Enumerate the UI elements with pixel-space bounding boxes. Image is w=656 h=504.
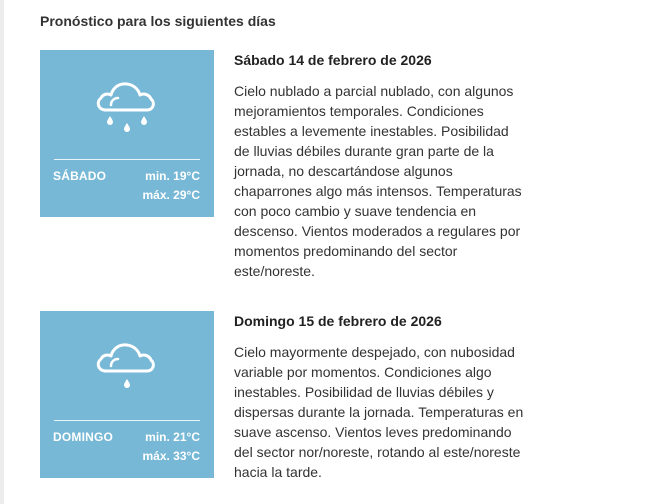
min-temperature: min. 19°C xyxy=(145,169,200,183)
max-temperature: máx. 29°C xyxy=(142,188,200,202)
min-temperature: min. 21°C xyxy=(145,430,200,444)
forecast-description: Cielo nublado a parcial nublado, con algunos mejoramientos temporales. Condiciones estables a levemente inestables. Posibilidad de lluvias débiles durante gran parte de la jornada, no descartándose algunos chaparrones algo más intensos. Temperaturas con poco cambio y suave tendencia en descenso. Vientos moderados a regulares por momentos predominando del sector este/noreste. xyxy=(234,83,522,279)
drizzle-cloud-icon xyxy=(92,335,162,405)
forecast-date: Sábado 14 de febrero de 2026 xyxy=(234,52,432,68)
forecast-card-sunday xyxy=(40,311,214,478)
forecast-entry-saturday xyxy=(234,52,524,281)
forecast-description: Cielo mayormente despejado, con nubosidad variable por momentos. Condiciones algo inestables. Posibilidad de lluvias débiles y dispersas durante la jornada. Temperaturas en suave ascenso. Vientos leves predominando del sector nor/noreste, rotando al este/noreste hacia la tarde. xyxy=(234,344,524,480)
card-divider xyxy=(54,159,200,160)
left-border xyxy=(0,0,4,504)
section-title: Pronóstico para los siguientes días xyxy=(40,13,276,29)
rain-cloud-icon xyxy=(92,74,162,144)
max-temperature: máx. 33°C xyxy=(142,449,200,463)
forecast-entry-sunday xyxy=(234,313,524,482)
forecast-card-saturday xyxy=(40,50,214,217)
card-divider xyxy=(54,420,200,421)
forecast-date: Domingo 15 de febrero de 2026 xyxy=(234,313,442,329)
day-label: DOMINGO xyxy=(53,430,114,444)
day-label: SÁBADO xyxy=(53,169,107,183)
